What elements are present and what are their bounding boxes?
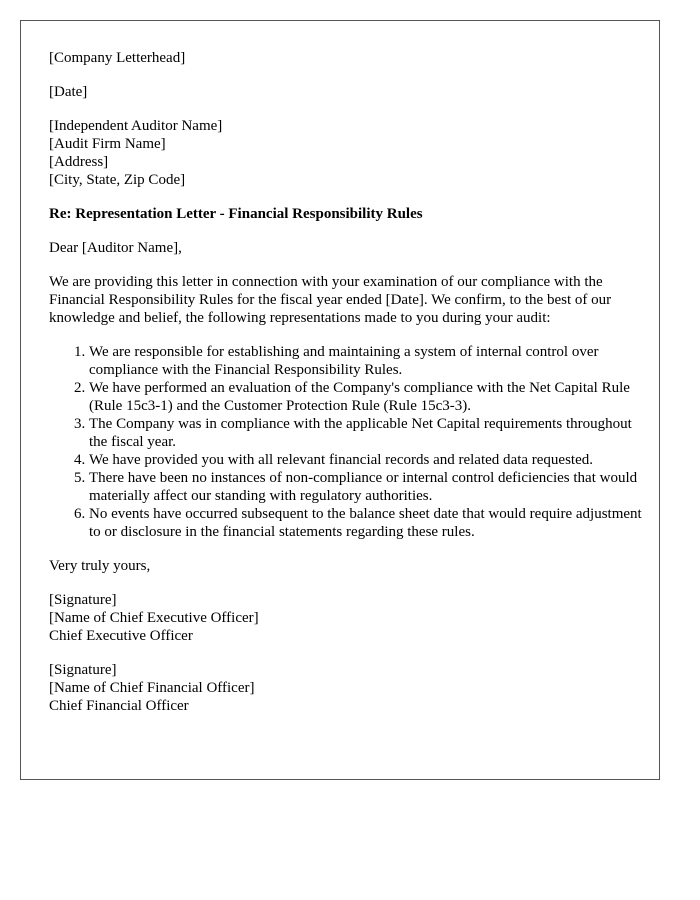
list-item: 1. We are responsible for establishing and maintaining a system of internal control over compliance with the Financial Responsibility Rules. [89, 343, 644, 379]
closing-text: Very truly yours, [49, 558, 151, 574]
cfo-name: [Name of Chief Financial Officer] [49, 680, 255, 696]
ceo-signature-block [49, 591, 644, 645]
recipient-firm-name: [Audit Firm Name] [49, 136, 166, 152]
letterhead [49, 49, 644, 67]
cfo-signature-block [49, 661, 644, 715]
cfo-signature: [Signature] [49, 662, 117, 678]
list-item: 2. We have performed an evaluation of the Company's compliance with the Net Capital Rule (Rule 15c3-1) and the Customer Protection Rule (Rule 15c3-3). [89, 379, 644, 415]
recipient-address [49, 117, 644, 189]
ceo-title: Chief Executive Officer [49, 628, 193, 644]
list-item: 4. We have provided you with all relevant financial records and related data requested. [89, 451, 644, 469]
cfo-title: Chief Financial Officer [49, 698, 189, 714]
closing [49, 557, 644, 575]
ceo-name: [Name of Chief Executive Officer] [49, 610, 259, 626]
subject-text: Re: Representation Letter - Financial Responsibility Rules [49, 206, 423, 222]
recipient-address-line: [Address] [49, 154, 109, 170]
list-item: 3. The Company was in compliance with the applicable Net Capital requirements throughout the fiscal year. [89, 415, 644, 451]
date-text: [Date] [49, 84, 88, 100]
recipient-city-state-zip: [City, State, Zip Code] [49, 172, 186, 188]
letterhead-text: [Company Letterhead] [49, 50, 186, 66]
subject-line [49, 205, 644, 223]
ceo-signature: [Signature] [49, 592, 117, 608]
list-item: 5. There have been no instances of non-compliance or internal control deficiencies that would materially affect our standing with regulatory authorities. [89, 469, 644, 505]
intro-paragraph: We are providing this letter in connection with your examination of our compliance with the Financial Responsibility Rules for the fiscal year ended [Date]. We confirm, to the best of our knowledge and belief, the following representations made to you during your audit: [49, 274, 612, 326]
letter-date [49, 83, 644, 101]
representations-list [49, 343, 644, 541]
recipient-auditor-name: [Independent Auditor Name] [49, 118, 223, 134]
salutation [49, 239, 644, 257]
salutation-text: Dear [Auditor Name], [49, 240, 182, 256]
list-item: 6. No events have occurred subsequent to the balance sheet date that would require adjustment to or disclosure in the financial statements regarding these rules. [89, 505, 644, 541]
letter-body [49, 49, 644, 731]
